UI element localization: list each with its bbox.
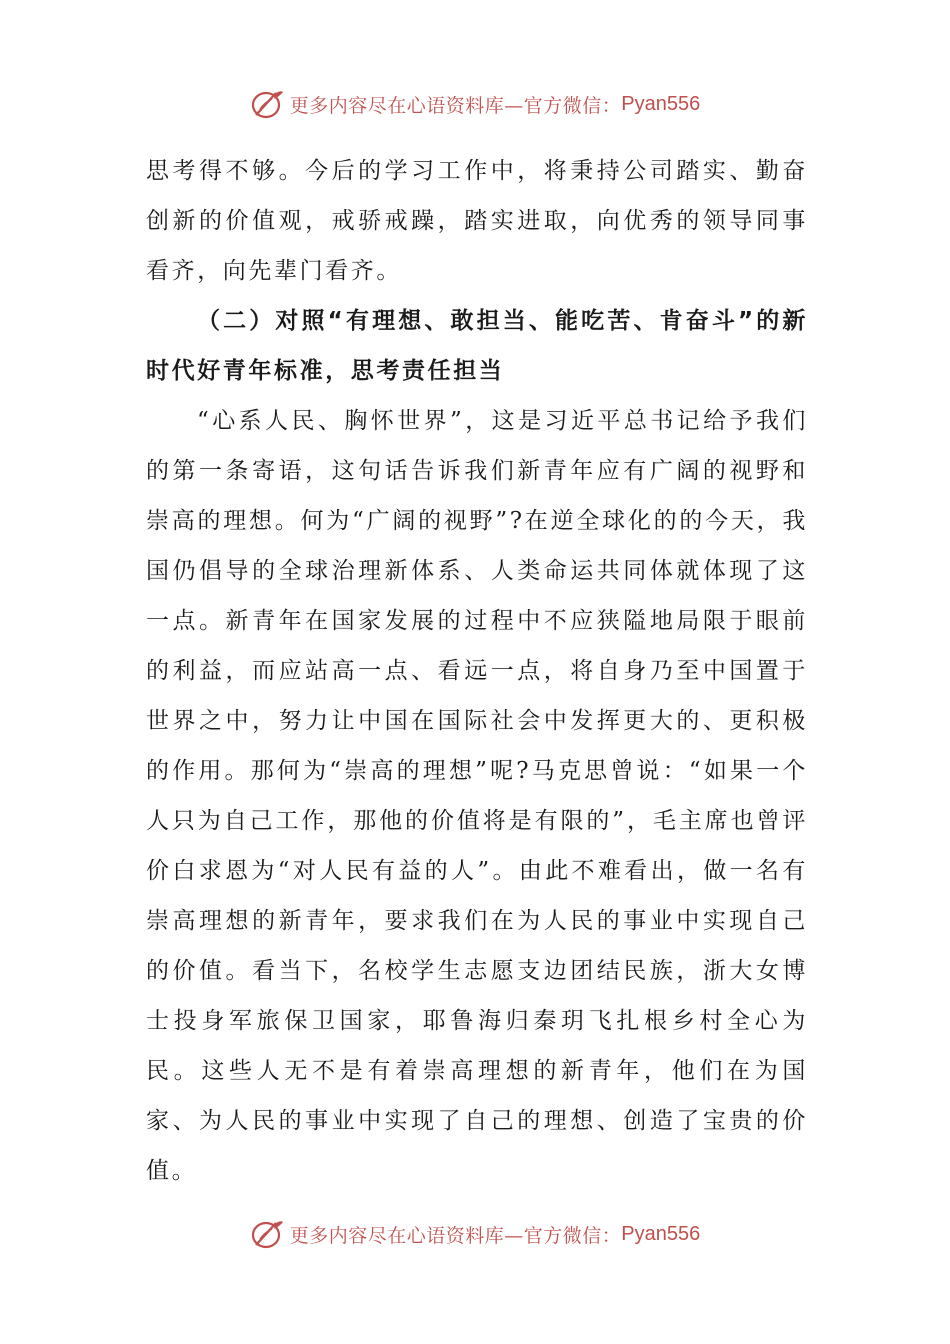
paragraph-continued: 思考得不够。今后的学习工作中，将秉持公司踏实、勤奋创新的价值观，戒骄戒躁，踏实进取，向优秀的领导同事看齐，向先辈门看齐。 — [146, 158, 808, 284]
watermark-wechat-id: Pyan556 — [621, 92, 701, 115]
watermark-text: 更多内容尽在心语资料库—官方微信： — [289, 1224, 622, 1247]
paragraph-main: “心系人民、胸怀世界”，这是习近平总书记给予我们的第一条寄语，这句话告诉我们新青年应有广阔的视野和崇高的理想。何为“广阔的视野”?在逆全球化的的今天，我国仍倡导的全球治理新体系、人类命运共同体就体现了这一点。新青年在国家发展的过程中不应狭隘地局限于眼前的利益，而应站高一点、看远一点，将自身乃至中国置于世界之中，努力让中国在国际社会中发挥更大的、更积极的作用。那何为“崇高的理想”呢?马克思曾说：“如果一个人只为自己工作，那他的价值将是有限的”，毛主席也曾评价白求恩为“对人民有益的人”。由此不难看出，做一名有崇高理想的新青年，要求我们在为人民的事业中实现自己的价值。看当下，名校学生志愿支边团结民族，浙大女博士投身军旅保卫国家，耶鲁海归秦玥飞扎根乡村全心为民。这些人无不是有着崇高理想的新青年，他们在为国家、为人民的事业中实现了自己的理想、创造了宝贵的价值。 — [146, 408, 808, 1184]
document-body — [146, 146, 808, 1196]
footer-watermark — [0, 1214, 950, 1254]
watermark-wechat-id: Pyan556 — [621, 1222, 701, 1245]
quill-logo-icon — [250, 1217, 284, 1251]
quill-logo-icon — [250, 87, 284, 121]
watermark-text: 更多内容尽在心语资料库—官方微信： — [289, 94, 622, 117]
section-heading: （二）对照“有理想、敢担当、能吃苦、肯奋斗”的新时代好青年标准，思考责任担当 — [146, 308, 808, 384]
header-watermark — [0, 84, 950, 124]
